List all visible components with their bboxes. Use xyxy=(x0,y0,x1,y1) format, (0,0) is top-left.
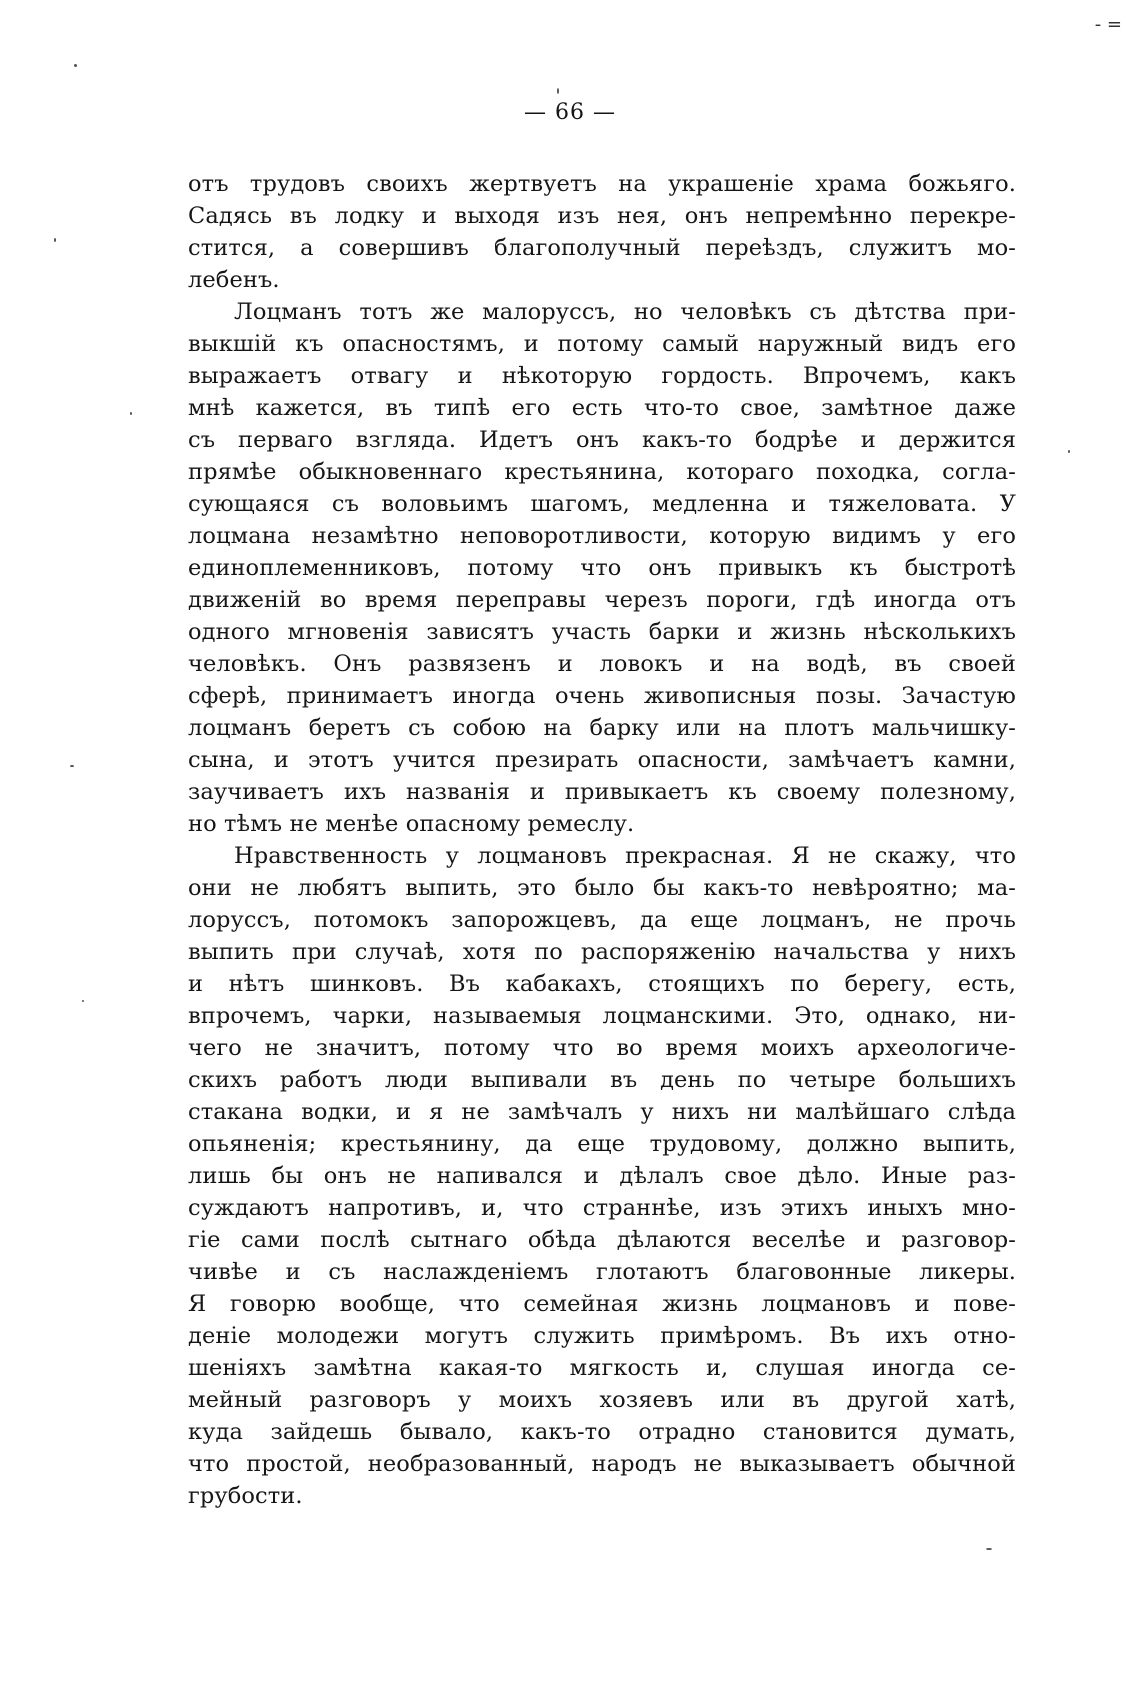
text-line: опьяненія; крестьянину, да еще трудовому, должно выпить, xyxy=(188,1131,1016,1157)
text-line: куда зайдешь бывало, какъ-то отрадно становится думать, xyxy=(188,1419,1016,1445)
text-line: одного мгновенія зависятъ участь барки и жизнь нѣсколькихъ xyxy=(188,619,1016,645)
scan-speck xyxy=(986,1548,992,1550)
text-line: что простой, необразованный, народъ не выказываетъ обычной xyxy=(188,1451,1016,1477)
body-text xyxy=(188,168,1016,1512)
text-line: мейный разговоръ у моихъ хозяевъ или въ другой хатѣ, xyxy=(188,1387,1016,1413)
scan-speck xyxy=(74,64,77,67)
text-line: чивѣе и съ наслажденіемъ глотаютъ благовонные ликеры. xyxy=(188,1259,1016,1285)
text-line: они не любятъ выпить, это было бы какъ-то невѣроятно; ма- xyxy=(188,875,1016,901)
text-line: стакана водки, и я не замѣчалъ у нихъ ни малѣйшаго слѣда xyxy=(188,1099,1016,1125)
text-line: стится, а совершивъ благополучный переѣздъ, служитъ мо- xyxy=(188,235,1016,261)
text-line: прямѣе обыкновеннаго крестьянина, котораго походка, согла- xyxy=(188,459,1016,485)
text-line: лоцманъ беретъ съ собою на барку или на плотъ мальчишку- xyxy=(188,715,1016,741)
text-line: шеніяхъ замѣтна какая-то мягкость и, слушая иногда се- xyxy=(188,1355,1016,1381)
text-line: выпить при случаѣ, хотя по распоряженію начальства у нихъ xyxy=(188,939,1016,965)
scan-speck xyxy=(557,88,559,94)
text-line: гіе сами послѣ сытнаго обѣда дѣлаются веселѣе и разговор- xyxy=(188,1227,1016,1253)
text-line: лоруссъ, потомокъ запорожцевъ, да еще лоцманъ, не прочь xyxy=(188,907,1016,933)
text-line: сующаяся съ воловьимъ шагомъ, медленна и тяжеловата. У xyxy=(188,491,1016,517)
text-line: Садясь въ лодку и выходя изъ нея, онъ непремѣнно перекре- xyxy=(188,203,1016,229)
text-line: впрочемъ, чарки, называемыя лоцманскими. Это, однако, ни- xyxy=(188,1003,1016,1029)
scan-speck xyxy=(82,1000,84,1002)
text-line: сферѣ, принимаетъ иногда очень живописныя позы. Зачастую xyxy=(188,683,1016,709)
text-line: грубости. xyxy=(188,1483,303,1509)
text-line: отъ трудовъ своихъ жертвуетъ на украшеніе храма божьяго. xyxy=(188,171,1016,197)
scan-speck xyxy=(1068,450,1070,453)
text-line: единоплеменниковъ, потому что онъ привыкъ къ быстротѣ xyxy=(188,555,1016,581)
text-line: лебенъ. xyxy=(188,267,280,293)
page-number: — 66 — xyxy=(524,100,616,125)
text-line: выкшій къ опасностямъ, и потому самый наружный видъ его xyxy=(188,331,1016,357)
text-line: но тѣмъ не менѣе опасному ремеслу. xyxy=(188,811,635,837)
scan-speck xyxy=(70,765,74,767)
text-line: Я говорю вообще, что семейная жизнь лоцмановъ и пове- xyxy=(188,1291,1016,1317)
text-line: чего не значитъ, потому что во время моихъ археологиче- xyxy=(188,1035,1016,1061)
text-line: лишь бы онъ не напивался и дѣлалъ свое дѣло. Иные раз- xyxy=(188,1163,1016,1189)
text-line: Лоцманъ тотъ же малоруссъ, но человѣкъ съ дѣтства при- xyxy=(234,299,1016,325)
scan-speck xyxy=(54,238,56,242)
text-line: съ перваго взгляда. Идетъ онъ какъ-то бодрѣе и держится xyxy=(188,427,1016,453)
text-line: суждаютъ напротивъ, и, что страннѣе, изъ этихъ иныхъ мно- xyxy=(188,1195,1016,1221)
text-line: движеній во время переправы черезъ пороги, гдѣ иногда отъ xyxy=(188,587,1016,613)
text-line: Нравственность у лоцмановъ прекрасная. Я не скажу, что xyxy=(234,843,1016,869)
text-line: лоцмана незамѣтно неповоротливости, которую видимъ у его xyxy=(188,523,1016,549)
text-line: заучиваетъ ихъ названія и привыкаетъ къ своему полезному, xyxy=(188,779,1016,805)
scan-speck xyxy=(130,412,132,415)
text-line: деніе молодежи могутъ служить примѣромъ. Въ ихъ отно- xyxy=(188,1323,1016,1349)
text-line: сына, и этотъ учится презирать опасности, замѣчаетъ камни, xyxy=(188,747,1016,773)
text-line: человѣкъ. Онъ развязенъ и ловокъ и на водѣ, въ своей xyxy=(188,651,1016,677)
corner-scan-mark: - = xyxy=(1094,14,1122,35)
text-line: мнѣ кажется, въ типѣ его есть что-то свое, замѣтное даже xyxy=(188,395,1016,421)
text-line: и нѣтъ шинковъ. Въ кабакахъ, стоящихъ по берегу, есть, xyxy=(188,971,1016,997)
text-line: скихъ работъ люди выпивали въ день по четыре большихъ xyxy=(188,1067,1016,1093)
text-line: выражаетъ отвагу и нѣкоторую гордость. Впрочемъ, какъ xyxy=(188,363,1016,389)
